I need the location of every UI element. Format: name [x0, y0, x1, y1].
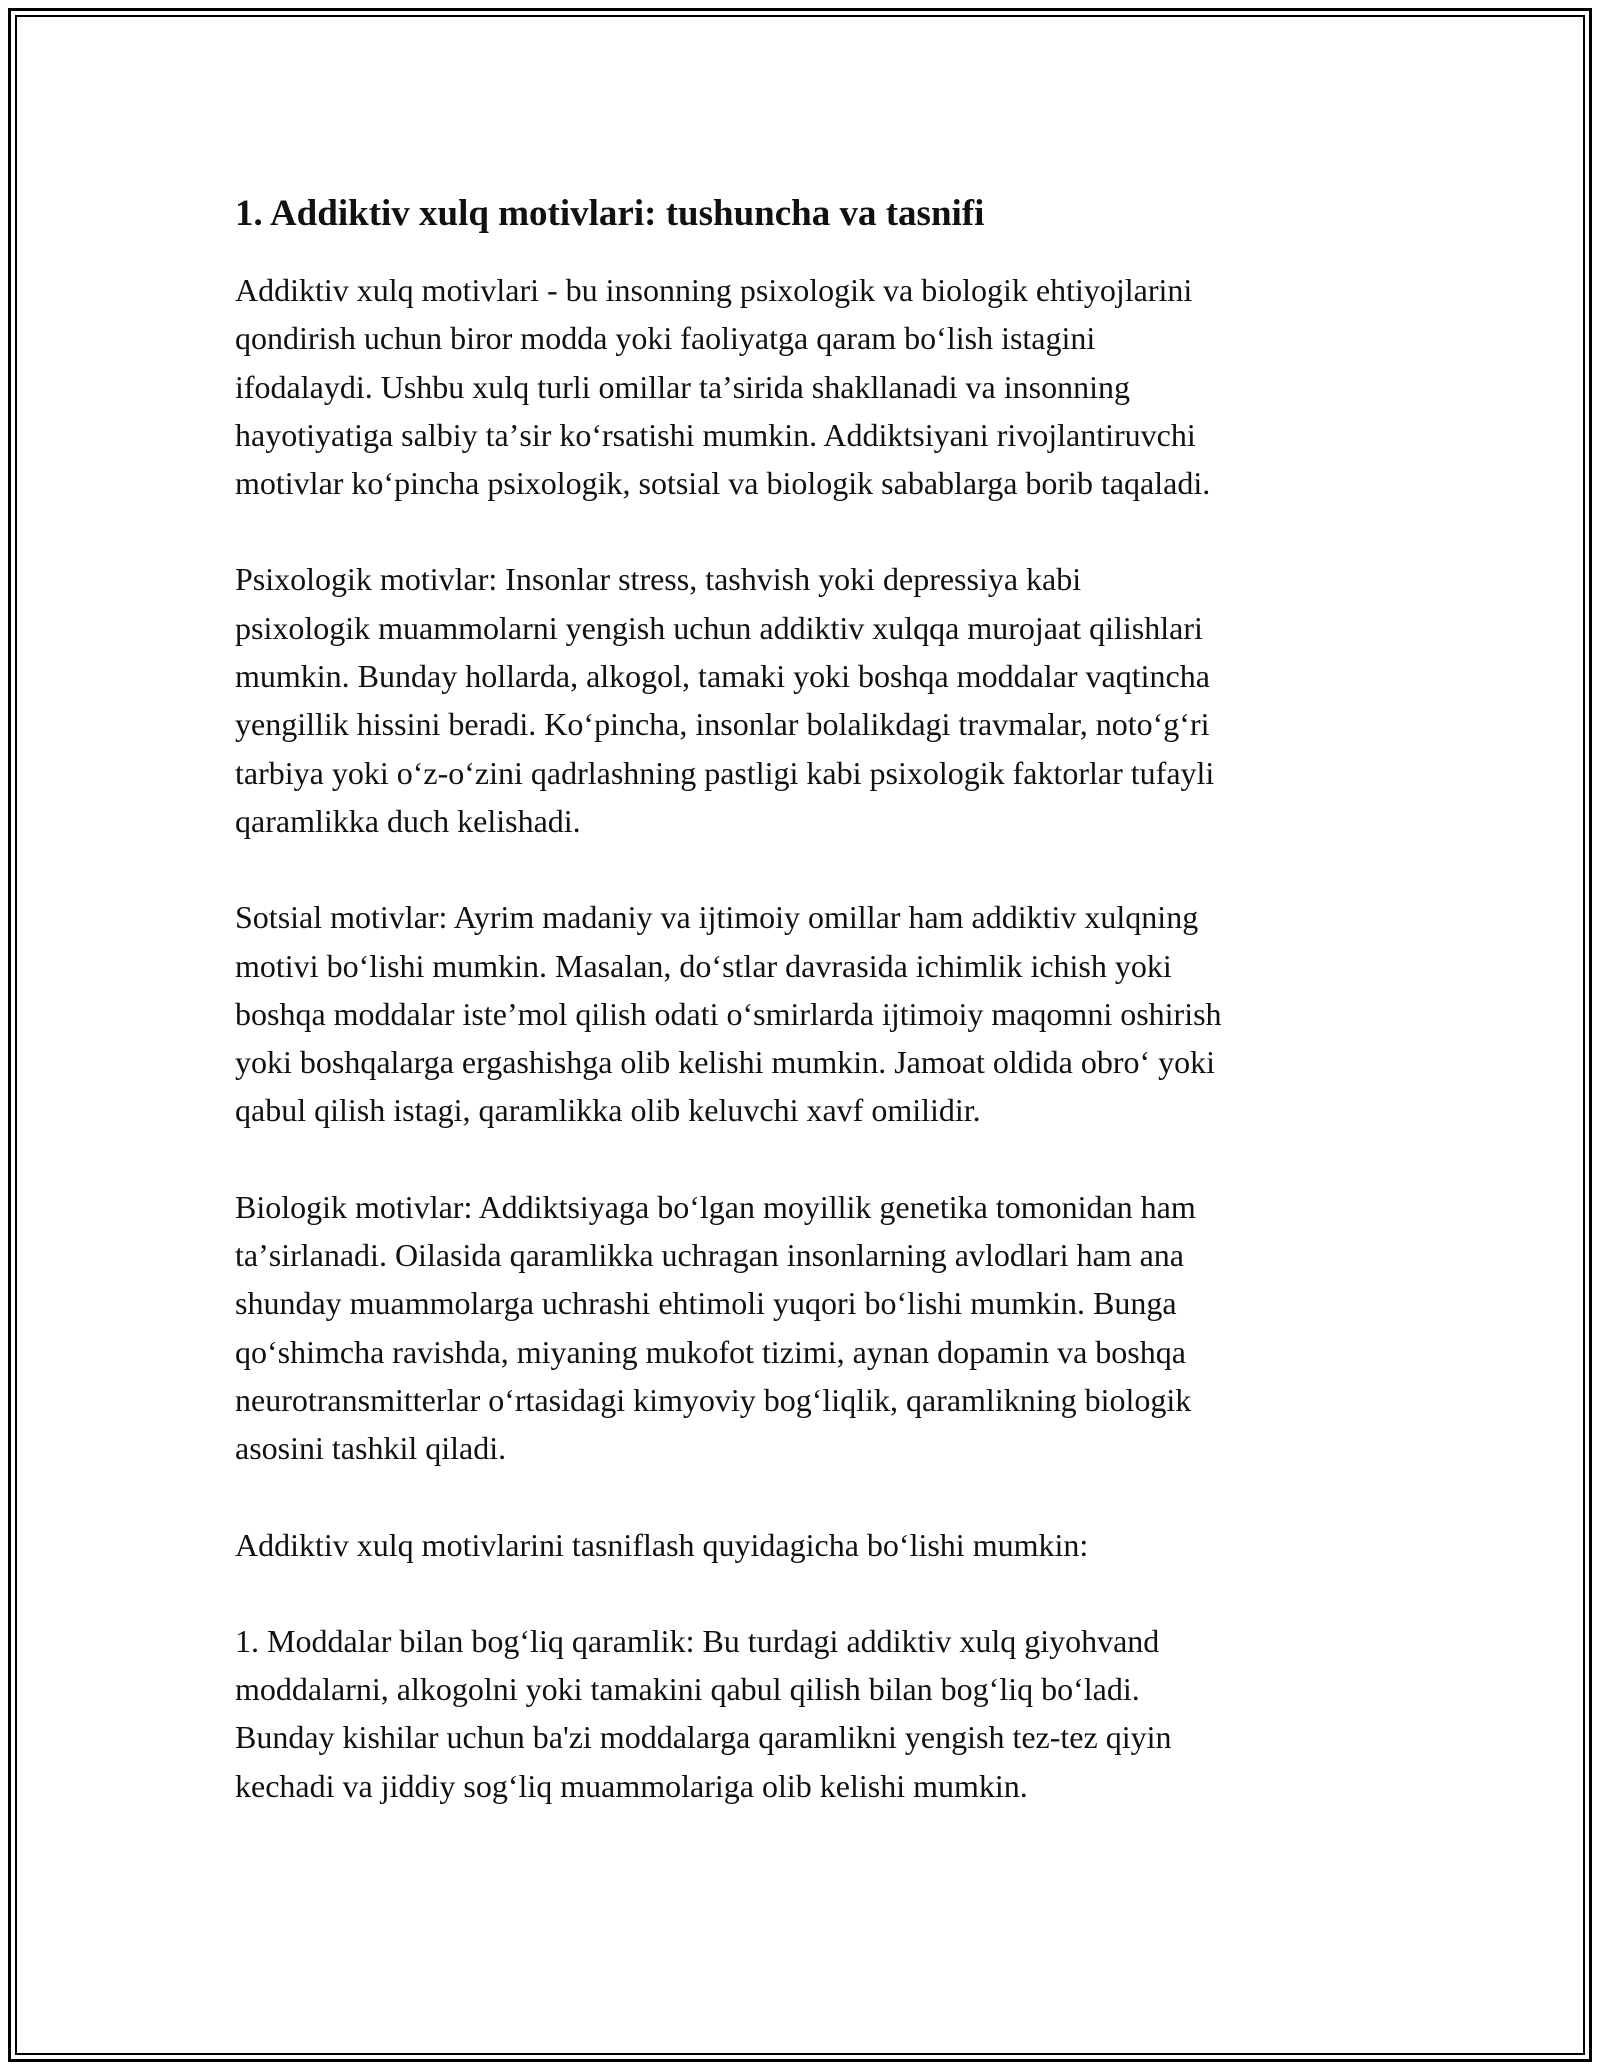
document-body — [235, 186, 1375, 1858]
paragraph-biological-motives: Biologik motivlar: Addiktsiyaga boʻlgan moyillik genetika tomonidan ham taʼsirlanadi. Oilasida qaramlikka uchragan insonlarning avlodlari ham ana shunday muammolarga uchrashi ehtimoli yuqori boʻlishi mumkin. Bunga qoʻshimcha ravishda, miyaning mukofot tizimi, aynan dopamin va boshqa neurotransmitterlar oʻrtasidagi kimyoviy bogʻliqlik, qaramlikning biologik asosini tashkil qiladi. — [235, 1188, 1196, 1467]
paragraph-classification-item-1: 1. Moddalar bilan bogʻliq qaramlik: Bu turdagi addiktiv xulq giyohvand moddalarni, alkogolni yoki tamakini qabul qilish bilan bogʻliq boʻladi. Bunday kishilar uchun ba'zi moddalarga qaramlikni yengish tez-tez qiyin kechadi va jiddiy sogʻliq muammolariga olib kelishi mumkin. — [235, 1622, 1172, 1804]
section-heading: 1. Addiktiv xulq motivlari: tushuncha va tasnifi — [235, 193, 985, 234]
paragraph-psychological-motives: Psixologik motivlar: Insonlar stress, tashvish yoki depressiya kabi psixologik muammolarni yengish uchun addiktiv xulqqa murojaat qilishlari mumkin. Bunday hollarda, alkogol, tamaki yoki boshqa moddalar vaqtincha yengillik hissini beradi. Koʻpincha, insonlar bolalikdagi travmalar, notoʻgʻri tarbiya yoki oʻz-oʻzini qadrlashning pastligi kabi psixologik faktorlar tufayli qaramlikka duch kelishadi. — [235, 561, 1215, 839]
paragraph-intro: Addiktiv xulq motivlari - bu insonning psixologik va biologik ehtiyojlarini qondirish uchun biror modda yoki faoliyatga qaram boʻlish istagini ifodalaydi. Ushbu xulq turli omillar taʼsirida shakllanadi va insonning hayotiyatiga salbiy taʼsir koʻrsatishi mumkin. Addiktsiyani rivojlantiruvchi motivlar koʻpincha psixologik, sotsial va biologik sabablarga borib taqaladi. — [235, 272, 1211, 502]
paragraph-social-motives: Sotsial motivlar: Ayrim madaniy va ijtimoiy omillar ham addiktiv xulqning motivi boʻlishi mumkin. Masalan, doʻstlar davrasida ichimlik ichish yoki boshqa moddalar isteʼmol qilish odati oʻsmirlarda ijtimoiy maqomni oshirish yoki boshqalarga ergashishga olib kelishi mumkin. Jamoat oldida obroʻ yoki qabul qilish istagi, qaramlikka olib keluvchi xavf omilidir. — [235, 899, 1222, 1129]
paragraph-classification-intro: Addiktiv xulq motivlarini tasniflash quyidagicha boʻlishi mumkin: — [235, 1526, 1089, 1563]
